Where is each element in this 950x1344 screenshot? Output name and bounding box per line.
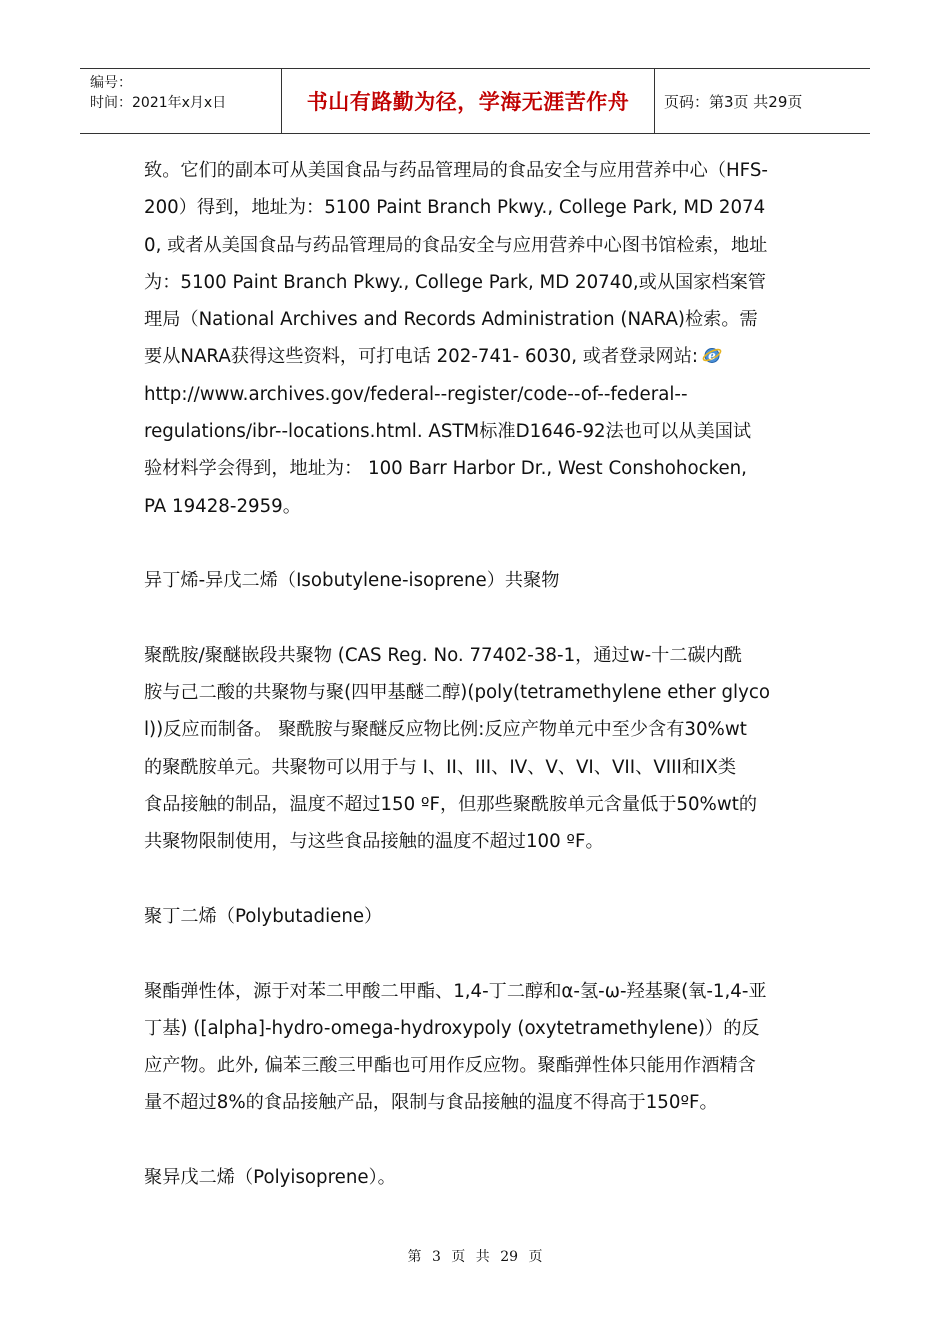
- body-line: regulations/ibr--locations.html. ASTM标准D1646-92法也可以从美国试: [144, 421, 752, 443]
- header-motto: 书山有路勤为径，学海无涯苦作舟: [306, 90, 630, 114]
- body-line: 量不超过8%的食品接触产品，限制与食品接触的温度不得高于150ºF。: [144, 1092, 718, 1114]
- paragraph-gap: [144, 525, 808, 562]
- body-line: 聚酯弹性体，源于对苯二甲酸二甲酯、1,4-丁二醇和α-氢-ω-羟基聚(氧-1,4-亚: [144, 980, 767, 1002]
- header-time-label: 时间：2021年x月x日: [90, 95, 227, 111]
- body-line: 食品接触的制品，温度不超过150 ºF，但那些聚酰胺单元含量低于50%wt的: [144, 794, 758, 816]
- body-line-text: 要从NARA获得这些资料，可打电话 202-741- 6030, 或者登录网站:: [144, 346, 699, 368]
- page-footer: 第 3 页 共 29 页: [407, 1249, 543, 1265]
- header-divider-right: [654, 69, 655, 133]
- body-line: 200）得到，地址为：5100 Paint Branch Pkwy., College Park, MD 2074: [144, 197, 766, 219]
- body-line: 的聚酰胺单元。共聚物可以用于与 I、II、III、IV、V、VI、VII、VIII和IX类: [144, 756, 737, 778]
- paragraph-gap: [144, 935, 808, 972]
- body-line: 聚酰胺/聚醚嵌段共聚物 (CAS Reg. No. 77402-38-1，通过w-十二碳内酰: [144, 644, 743, 666]
- header-number-label: 编号：: [90, 75, 132, 91]
- body-line: 0, 或者从美国食品与药品管理局的食品安全与应用营养中心图书馆检索，地址: [144, 234, 768, 256]
- section-heading: 聚丁二烯（Polybutadiene）: [144, 905, 383, 927]
- page-header: [80, 68, 870, 134]
- section-heading: 聚异戊二烯（Polyisoprene）。: [144, 1167, 396, 1189]
- paragraph-gap: [144, 1122, 808, 1159]
- body-line: 丁基) ([alpha]-hydro-omega-hydroxypoly (oxytetramethylene)）的反: [144, 1017, 760, 1039]
- paragraph-gap: [144, 600, 808, 637]
- section-heading: 异丁烯-异戊二烯（Isobutylene-isoprene）共聚物: [144, 570, 560, 592]
- body-line: PA 19428-2959。: [144, 495, 301, 517]
- body-line: 致。它们的副本可从美国食品与药品管理局的食品安全与应用营养中心（HFS-: [144, 160, 768, 181]
- body-line: http://www.archives.gov/federal--register/code--of--federal--: [144, 383, 688, 405]
- body-line: 胺与己二酸的共聚物与聚(四甲基醚二醇)(poly(tetramethylene ether glyco: [144, 682, 770, 704]
- body-line: 验材料学会得到，地址为： 100 Barr Harbor Dr., West Conshohocken,: [144, 458, 747, 480]
- header-meta: [90, 73, 226, 113]
- header-page-info: 页码：第3页 共29页: [664, 92, 803, 111]
- body-line: 为：5100 Paint Branch Pkwy., College Park, MD 20740,或从国家档案管: [144, 271, 766, 293]
- body-line: l))反应而制备。 聚酰胺与聚醚反应物比例:反应产物单元中至少含有30%wt: [144, 719, 747, 741]
- body-line: 理局（National Archives and Records Administration (NARA)检索。需: [144, 309, 758, 331]
- paragraph-gap: [144, 861, 808, 898]
- internet-explorer-icon[interactable]: [702, 341, 722, 378]
- body-line: 共聚物限制使用，与这些食品接触的温度不超过100 ºF。: [144, 831, 604, 853]
- body-line-with-icon: [144, 338, 808, 375]
- document-body: [144, 152, 808, 1196]
- body-line: 应产物。此外, 偏苯三酸三甲酯也可用作反应物。聚酯弹性体只能用作酒精含: [144, 1055, 756, 1077]
- svg-text:e: e: [708, 348, 716, 363]
